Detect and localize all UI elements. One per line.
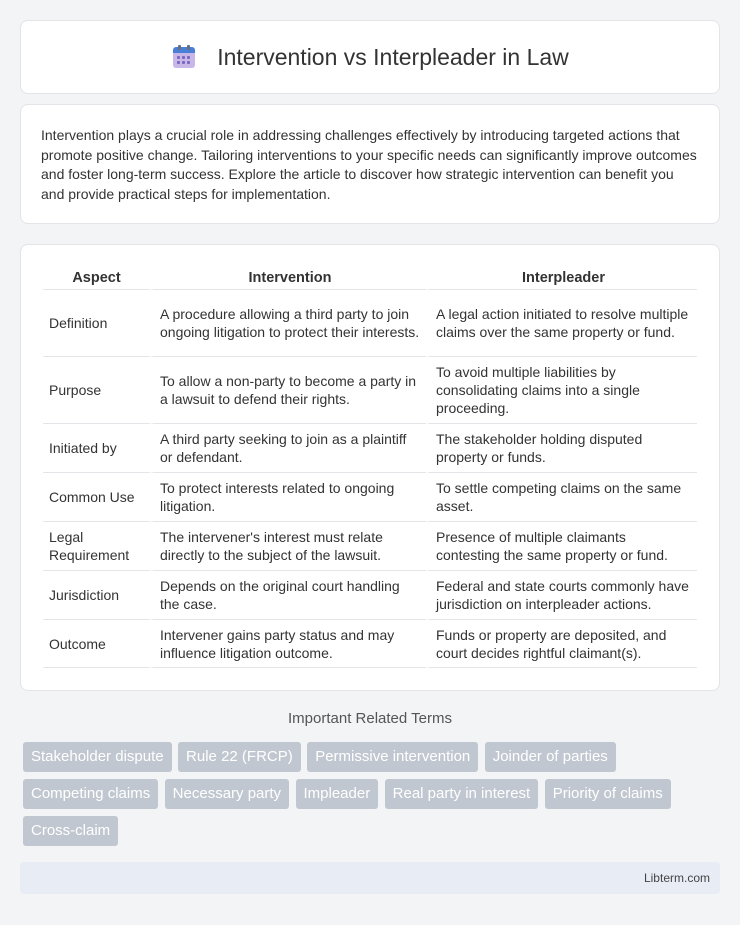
page-title: Intervention vs Interpleader in Law xyxy=(217,43,569,70)
cell-intervention: To protect interests related to ongoing litigation. xyxy=(150,472,426,521)
comparison-table xyxy=(43,265,697,668)
cell-interpleader: The stakeholder holding disputed property or funds. xyxy=(426,423,697,472)
tag-joinder-of-parties[interactable]: Joinder of parties xyxy=(485,742,616,772)
table-row xyxy=(43,472,697,521)
cell-aspect: Common Use xyxy=(43,472,150,521)
cell-aspect: Purpose xyxy=(43,356,150,423)
tag-real-party-in-interest[interactable]: Real party in interest xyxy=(385,779,539,809)
related-terms-title: Important Related Terms xyxy=(288,710,452,727)
footer xyxy=(20,862,720,894)
table-row xyxy=(43,289,697,356)
cell-intervention: Intervener gains party status and may influence litigation outcome. xyxy=(150,619,426,668)
comparison-card xyxy=(20,244,720,691)
tag-rule-22[interactable]: Rule 22 (FRCP) xyxy=(178,742,301,772)
cell-intervention: A third party seeking to join as a plaintiff or defendant. xyxy=(150,423,426,472)
calendar-icon xyxy=(171,44,197,70)
cell-intervention: A procedure allowing a third party to join ongoing litigation to protect their interests. xyxy=(150,289,426,356)
cell-interpleader: To settle competing claims on the same asset. xyxy=(426,472,697,521)
cell-aspect: Jurisdiction xyxy=(43,570,150,619)
header-aspect: Aspect xyxy=(72,270,121,286)
table-row xyxy=(43,423,697,472)
cell-interpleader: Presence of multiple claimants contesting the same property or fund. xyxy=(426,521,697,570)
table-header-row xyxy=(43,265,697,289)
related-terms-tags xyxy=(23,742,723,853)
intro-text: Intervention plays a crucial role in addressing challenges effectively by introducing targeted actions that promote positive change. Tailoring interventions to your specific needs can significantly improve outcomes and foster long-term success. Explore the article to discover how strategic intervention can benefit you and provide practical steps for implementation. xyxy=(41,127,697,202)
tag-stakeholder-dispute[interactable]: Stakeholder dispute xyxy=(23,742,172,772)
footer-site-link[interactable]: Libterm.com xyxy=(643,871,710,885)
cell-intervention: To allow a non-party to become a party in a lawsuit to defend their rights. xyxy=(150,356,426,423)
intro-card xyxy=(20,104,720,224)
tag-priority-of-claims[interactable]: Priority of claims xyxy=(545,779,671,809)
cell-interpleader: A legal action initiated to resolve multiple claims over the same property or fund. xyxy=(426,289,697,356)
tag-permissive-intervention[interactable]: Permissive intervention xyxy=(307,742,478,772)
tag-impleader[interactable]: Impleader xyxy=(296,779,379,809)
cell-aspect: Legal Requirement xyxy=(43,521,150,570)
cell-intervention: The intervener's interest must relate directly to the subject of the lawsuit. xyxy=(150,521,426,570)
tag-competing-claims[interactable]: Competing claims xyxy=(23,779,158,809)
header-intervention: Intervention xyxy=(150,265,426,289)
header-interpleader: Interpleader xyxy=(426,265,697,289)
title-card xyxy=(20,20,720,94)
tag-necessary-party[interactable]: Necessary party xyxy=(165,779,289,809)
cell-interpleader: Federal and state courts commonly have jurisdiction on interpleader actions. xyxy=(426,570,697,619)
table-row xyxy=(43,570,697,619)
cell-aspect: Definition xyxy=(43,289,150,356)
cell-interpleader: To avoid multiple liabilities by consolidating claims into a single proceeding. xyxy=(426,356,697,423)
cell-intervention: Depends on the original court handling the case. xyxy=(150,570,426,619)
table-row xyxy=(43,619,697,668)
cell-aspect: Initiated by xyxy=(43,423,150,472)
cell-interpleader: Funds or property are deposited, and court decides rightful claimant(s). xyxy=(426,619,697,668)
cell-aspect: Outcome xyxy=(43,619,150,668)
tag-cross-claim[interactable]: Cross-claim xyxy=(23,816,118,846)
table-row xyxy=(43,356,697,423)
table-row xyxy=(43,521,697,570)
